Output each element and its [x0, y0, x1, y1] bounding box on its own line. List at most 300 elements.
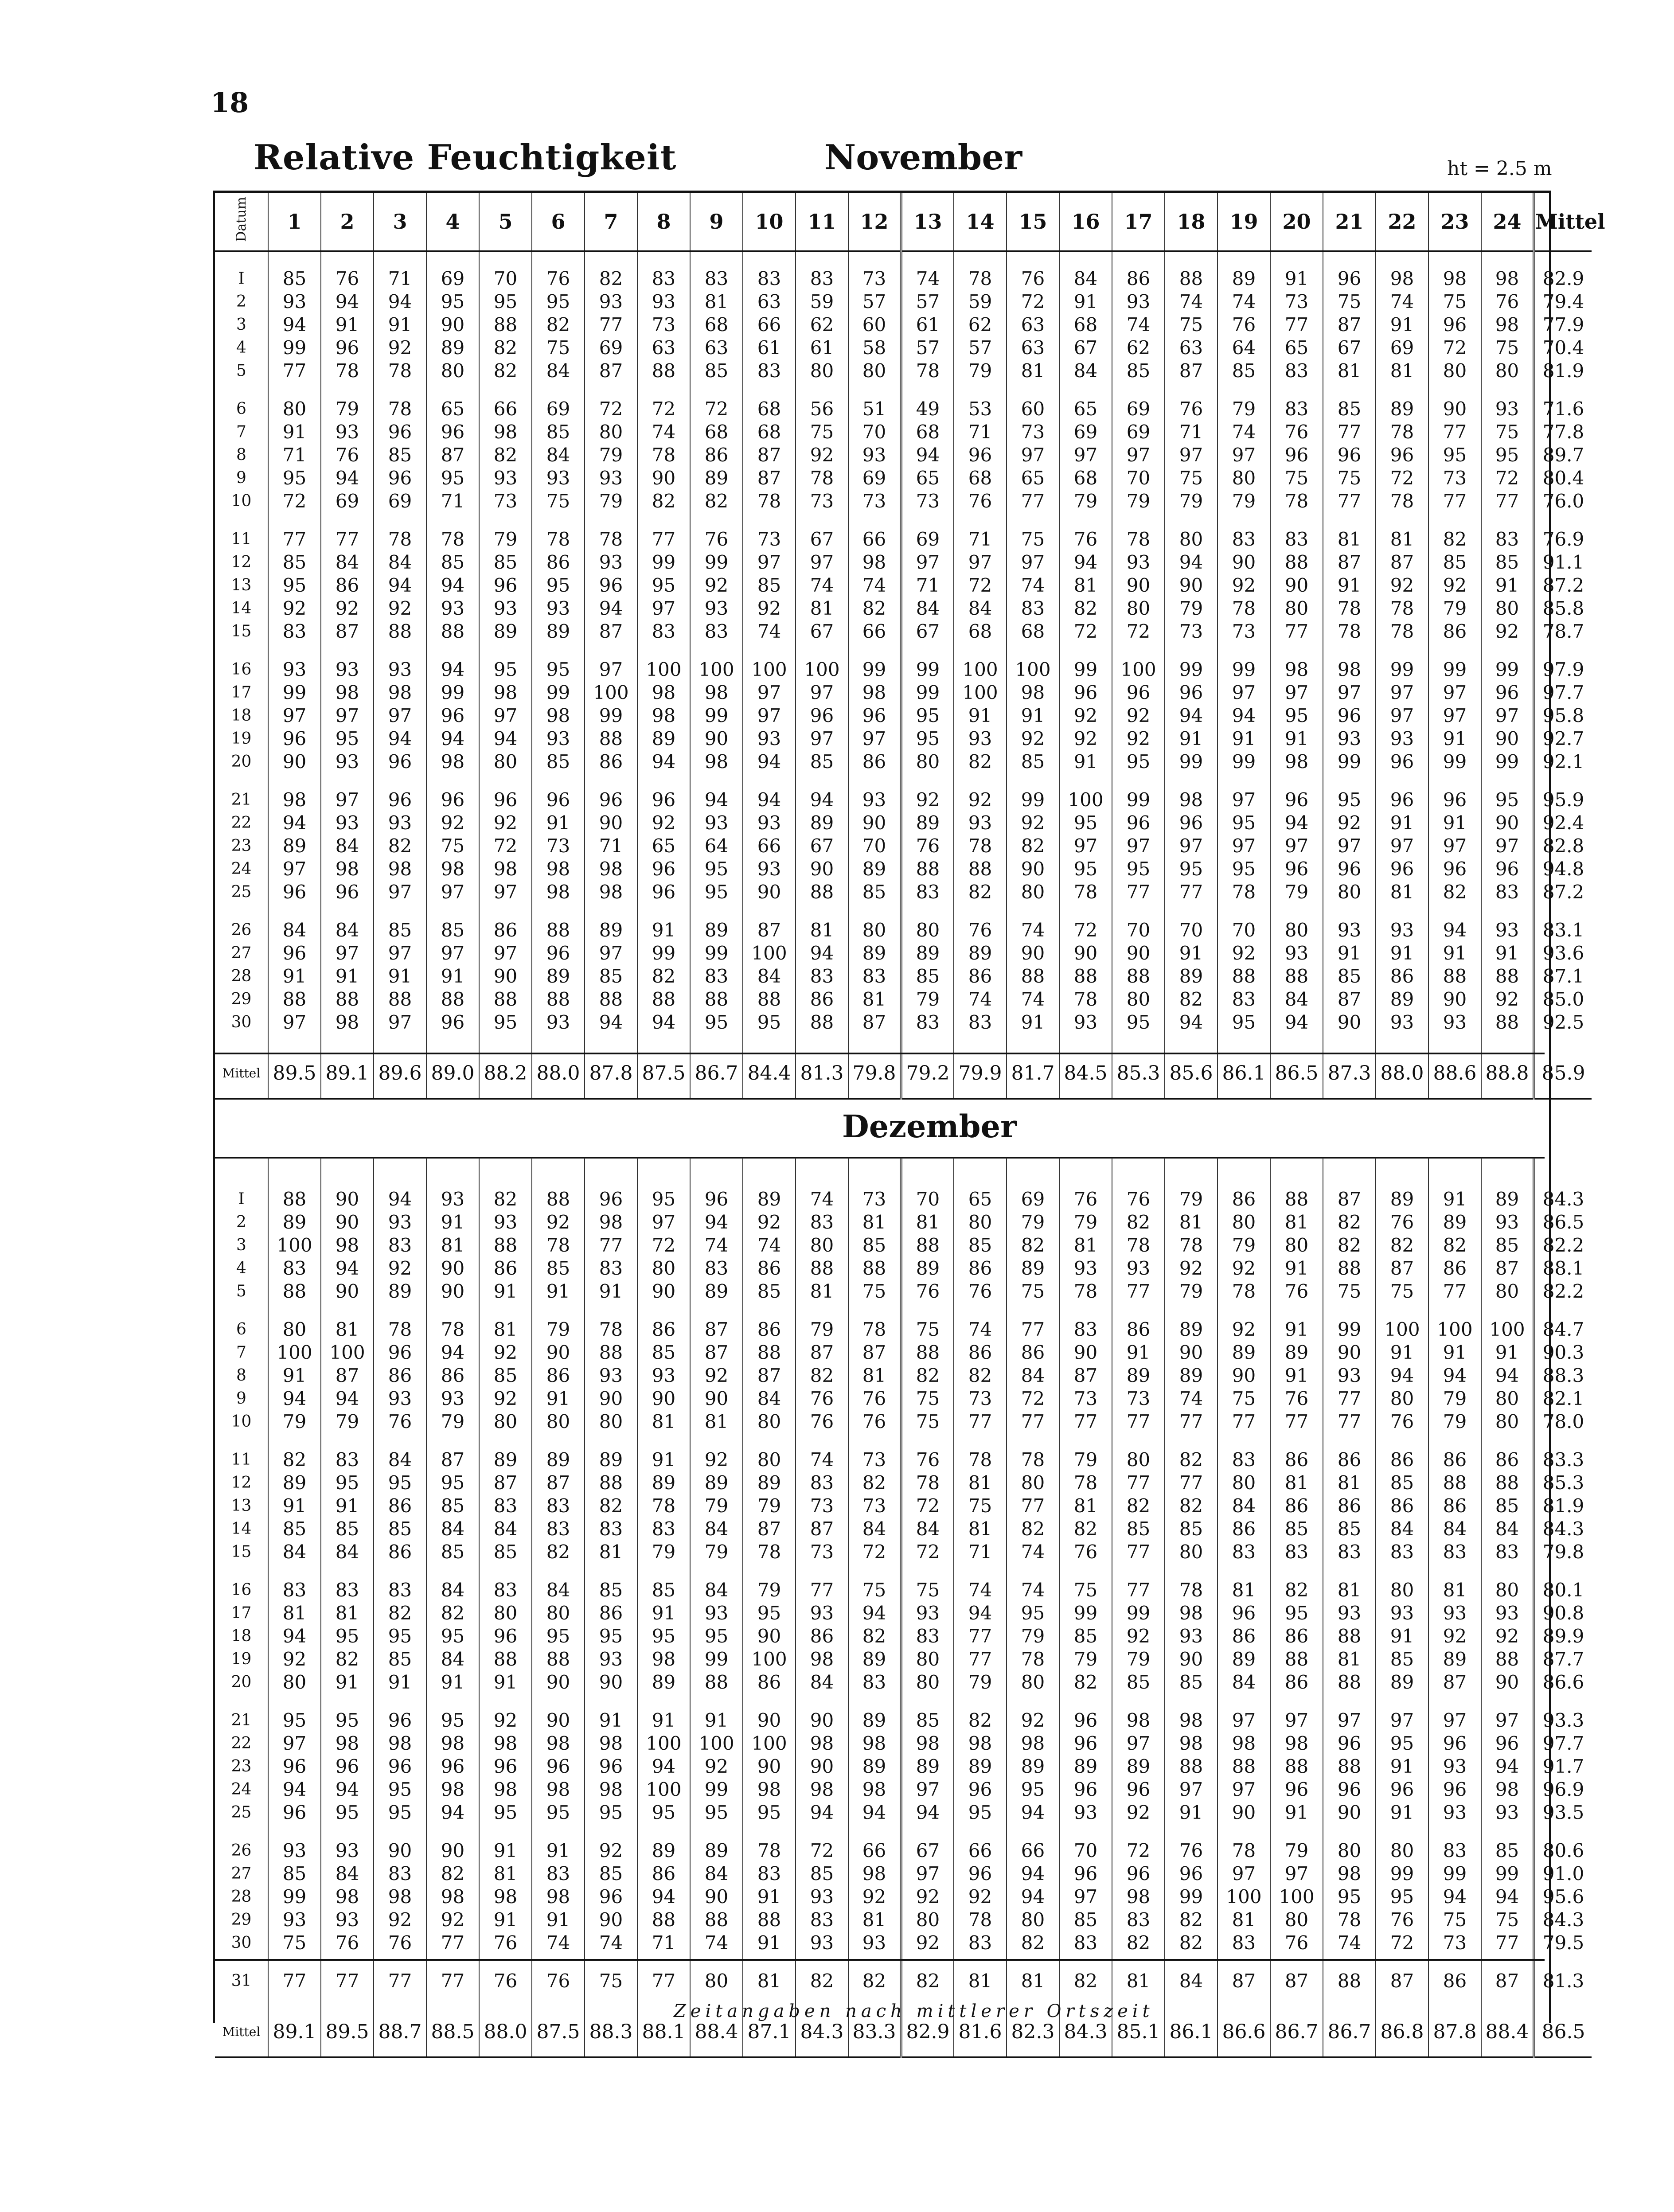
mean-cell: 82.1 — [1534, 1387, 1592, 1410]
value-cell: 73 — [848, 1494, 901, 1518]
spacer-cell — [1534, 1433, 1592, 1448]
spacer-cell — [954, 1034, 1007, 1049]
value-cell: 83 — [637, 620, 690, 643]
value-cell: 69 — [901, 528, 954, 551]
value-cell: 93 — [532, 1011, 585, 1034]
value-cell: 75 — [1323, 1280, 1376, 1303]
value-cell: 93 — [690, 811, 743, 835]
hour-header: 17 — [1112, 193, 1165, 251]
value-cell: 98 — [1165, 1732, 1217, 1755]
spacer-cell — [690, 513, 743, 528]
spacer-cell — [426, 1955, 479, 1970]
value-cell: 96 — [532, 942, 585, 965]
value-cell: 66 — [848, 620, 901, 643]
value-cell: 78 — [374, 528, 426, 551]
value-cell: 84 — [690, 1518, 743, 1541]
value-cell: 57 — [954, 336, 1007, 359]
value-cell: 86 — [1217, 1188, 1270, 1211]
spacer-cell — [1376, 1303, 1428, 1318]
spacer-cell — [796, 773, 848, 788]
value-cell: 84 — [321, 551, 374, 574]
spacer-cell — [1007, 1034, 1059, 1049]
value-cell: 90 — [1270, 574, 1323, 597]
value-cell: 97 — [1428, 704, 1481, 727]
value-cell: 96 — [1112, 681, 1165, 704]
value-cell: 93 — [268, 1839, 321, 1862]
value-cell: 84 — [901, 597, 954, 620]
mean-cell: 91.7 — [1534, 1755, 1592, 1778]
value-cell: 97 — [479, 942, 532, 965]
spacer-cell — [374, 643, 426, 658]
value-cell: 88 — [426, 988, 479, 1011]
value-cell: 86 — [637, 1862, 690, 1885]
value-cell: 75 — [1428, 290, 1481, 313]
value-cell: 92 — [1323, 811, 1376, 835]
spacer-cell — [268, 1158, 321, 1173]
value-cell: 85 — [532, 421, 585, 444]
spacer-cell — [1007, 1564, 1059, 1579]
spacer-cell — [954, 1158, 1007, 1173]
spacer-cell — [796, 904, 848, 919]
table-row — [215, 988, 1592, 1011]
spacer-cell — [1165, 1303, 1217, 1318]
value-cell: 92 — [848, 1885, 901, 1908]
value-cell: 99 — [1165, 658, 1217, 681]
spacer-cell — [848, 1173, 901, 1188]
value-cell: 93 — [1428, 1801, 1481, 1824]
value-cell: 80 — [1481, 359, 1534, 382]
value-cell: 86 — [479, 1257, 532, 1280]
hour-header: 22 — [1376, 193, 1428, 251]
value-cell: 63 — [637, 336, 690, 359]
value-cell: 92 — [1112, 1625, 1165, 1648]
spacer-cell — [1376, 1158, 1428, 1173]
spacer-cell — [743, 251, 796, 267]
value-cell: 98 — [637, 681, 690, 704]
value-cell: 80 — [901, 919, 954, 942]
spacer-cell — [532, 1034, 585, 1049]
spacer-cell — [1534, 1824, 1592, 1839]
value-cell: 89 — [532, 1448, 585, 1471]
value-cell: 100 — [268, 1234, 321, 1257]
spacer-cell — [1270, 1034, 1323, 1049]
mean-cell: 80.6 — [1534, 1839, 1592, 1862]
value-cell: 88 — [426, 620, 479, 643]
value-cell: 96 — [1270, 788, 1323, 811]
spacer-cell — [1007, 773, 1059, 788]
value-cell: 80 — [1481, 1387, 1534, 1410]
value-cell: 90 — [743, 1709, 796, 1732]
value-cell: 81 — [1059, 1234, 1112, 1257]
spacer-cell — [1428, 251, 1481, 267]
spacer-cell — [374, 251, 426, 267]
value-cell: 65 — [954, 1188, 1007, 1211]
table-row — [215, 313, 1592, 336]
value-cell: 78 — [1059, 988, 1112, 1011]
value-cell: 88 — [1323, 1970, 1376, 1993]
value-cell: 86 — [1323, 1494, 1376, 1518]
value-cell: 77 — [321, 1970, 374, 1993]
spacer-cell — [1059, 773, 1112, 788]
value-cell: 75 — [1323, 290, 1376, 313]
value-cell: 91 — [321, 313, 374, 336]
value-cell: 82 — [1112, 1211, 1165, 1234]
value-cell: 84 — [690, 1862, 743, 1885]
spacer-cell — [796, 1955, 848, 1970]
value-cell: 75 — [532, 336, 585, 359]
value-cell: 97 — [1217, 835, 1270, 858]
value-cell: 94 — [426, 1341, 479, 1364]
spacer-cell — [426, 1173, 479, 1188]
hour-header: 8 — [637, 193, 690, 251]
value-cell: 75 — [1007, 528, 1059, 551]
datum-header — [215, 193, 268, 251]
value-cell: 90 — [426, 313, 479, 336]
value-cell: 95 — [321, 727, 374, 750]
value-cell: 91 — [1481, 1341, 1534, 1364]
spacer-cell — [1007, 1173, 1059, 1188]
value-cell: 89 — [1481, 1188, 1534, 1211]
value-cell: 98 — [848, 551, 901, 574]
spacer-cell — [426, 643, 479, 658]
value-cell: 97 — [268, 704, 321, 727]
value-cell: 80 — [1481, 597, 1534, 620]
spacer-cell — [215, 382, 268, 398]
spacer-cell — [954, 1955, 1007, 1970]
value-cell: 78 — [637, 1494, 690, 1518]
value-cell: 98 — [374, 858, 426, 881]
spacer-cell — [1165, 513, 1217, 528]
value-cell: 82 — [1165, 1908, 1217, 1931]
value-cell: 93 — [426, 1387, 479, 1410]
value-cell: 91 — [268, 965, 321, 988]
date-cell: I — [238, 269, 245, 288]
date-cell: 29 — [231, 990, 252, 1008]
value-cell: 98 — [321, 858, 374, 881]
value-cell: 98 — [1481, 313, 1534, 336]
value-cell: 86 — [426, 1364, 479, 1387]
spacer-cell — [848, 773, 901, 788]
value-cell: 85 — [690, 359, 743, 382]
value-cell: 87 — [848, 1341, 901, 1364]
value-cell: 92 — [479, 1709, 532, 1732]
value-cell: 93 — [1428, 1011, 1481, 1034]
spacer-cell — [321, 1993, 374, 2008]
value-cell: 82 — [637, 965, 690, 988]
value-cell: 97 — [374, 704, 426, 727]
mean-cell: 91.0 — [1534, 1862, 1592, 1885]
spacer-cell — [1217, 904, 1270, 919]
value-cell: 99 — [848, 658, 901, 681]
date-cell: 7 — [236, 1343, 246, 1362]
spacer-cell — [743, 643, 796, 658]
spacer-cell — [374, 1303, 426, 1318]
value-cell: 78 — [426, 1318, 479, 1341]
value-cell: 94 — [901, 444, 954, 467]
value-cell: 98 — [1270, 658, 1323, 681]
value-cell: 84 — [426, 1579, 479, 1602]
value-cell: 74 — [743, 620, 796, 643]
value-cell: 63 — [1007, 313, 1059, 336]
value-cell: 95 — [1112, 1011, 1165, 1034]
value-cell: 83 — [585, 1257, 637, 1280]
value-cell: 81 — [585, 1541, 637, 1564]
spacer-cell — [1217, 1303, 1270, 1318]
value-cell: 76 — [690, 528, 743, 551]
date-cell: 30 — [231, 1934, 252, 1952]
hour-header: 4 — [426, 193, 479, 251]
mean-cell: 76.9 — [1534, 528, 1592, 551]
spacer-cell — [1165, 1158, 1217, 1173]
value-cell: 85 — [426, 551, 479, 574]
value-cell: 92 — [743, 597, 796, 620]
spacer-cell — [848, 643, 901, 658]
value-cell: 76 — [1059, 1188, 1112, 1211]
value-cell: 81 — [848, 1364, 901, 1387]
height-note: ht = 2.5 m — [1447, 157, 1552, 180]
date-cell: 11 — [231, 530, 252, 548]
value-cell: 88 — [321, 988, 374, 1011]
value-cell: 90 — [1481, 727, 1534, 750]
value-cell: 87 — [796, 1518, 848, 1541]
value-cell: 96 — [637, 788, 690, 811]
value-cell: 96 — [796, 704, 848, 727]
value-cell: 82 — [426, 1602, 479, 1625]
value-cell: 90 — [690, 727, 743, 750]
value-cell: 77 — [426, 1931, 479, 1955]
table-row — [215, 1280, 1592, 1303]
value-cell: 96 — [1165, 811, 1217, 835]
value-cell: 88 — [848, 1257, 901, 1280]
value-cell: 91 — [1323, 942, 1376, 965]
value-cell: 96 — [1481, 1732, 1534, 1755]
spacer-cell — [1481, 1158, 1534, 1173]
spacer-cell — [1323, 1303, 1376, 1318]
value-cell: 93 — [1323, 919, 1376, 942]
value-cell: 89.5 — [268, 1049, 321, 1099]
spacer-cell — [1323, 251, 1376, 267]
value-cell: 77 — [1112, 1579, 1165, 1602]
value-cell: 86 — [1270, 1448, 1323, 1471]
mean-cell: 87.2 — [1534, 881, 1592, 904]
table-row — [215, 336, 1592, 359]
value-cell: 76 — [901, 835, 954, 858]
value-cell: 93 — [743, 727, 796, 750]
value-cell: 88 — [532, 919, 585, 942]
value-cell: 100 — [743, 1648, 796, 1671]
value-cell: 85 — [743, 1280, 796, 1303]
spacer-cell — [374, 1955, 426, 1970]
value-cell: 96 — [1270, 444, 1323, 467]
value-cell: 96 — [1323, 704, 1376, 727]
value-cell: 80 — [1165, 528, 1217, 551]
value-cell: 91 — [1376, 313, 1428, 336]
value-cell: 100 — [954, 681, 1007, 704]
value-cell: 66 — [479, 398, 532, 421]
value-cell: 93 — [954, 727, 1007, 750]
value-cell: 100 — [796, 658, 848, 681]
value-cell: 83 — [1217, 1448, 1270, 1471]
value-cell: 66 — [848, 528, 901, 551]
value-cell: 93 — [1481, 398, 1534, 421]
mean-cell: 93.3 — [1534, 1709, 1592, 1732]
value-cell: 81 — [796, 597, 848, 620]
value-cell: 63 — [1007, 336, 1059, 359]
value-cell: 99 — [1323, 1318, 1376, 1341]
value-cell: 93 — [1481, 1602, 1534, 1625]
value-cell: 88 — [532, 1648, 585, 1671]
value-cell: 90 — [426, 1839, 479, 1862]
value-cell: 64 — [690, 835, 743, 858]
value-cell: 91 — [532, 811, 585, 835]
value-cell: 72 — [1428, 336, 1481, 359]
value-cell: 73 — [479, 490, 532, 513]
value-cell: 81 — [690, 290, 743, 313]
value-cell: 85 — [1059, 1625, 1112, 1648]
spacer-cell — [215, 773, 268, 788]
spacer-cell — [954, 773, 1007, 788]
value-cell: 90 — [848, 811, 901, 835]
value-cell: 84 — [1376, 1518, 1428, 1541]
spacer-cell — [1270, 1993, 1323, 2008]
value-cell: 90 — [637, 1387, 690, 1410]
value-cell: 88 — [374, 988, 426, 1011]
date-cell: 14 — [231, 599, 252, 617]
value-cell: 95 — [690, 1801, 743, 1824]
spacer-cell — [1007, 904, 1059, 919]
spacer-cell — [1376, 513, 1428, 528]
spacer-cell — [268, 904, 321, 919]
value-cell: 87 — [743, 919, 796, 942]
date-cell: 2 — [236, 293, 246, 311]
spacer-cell — [426, 904, 479, 919]
value-cell: 83 — [954, 1931, 1007, 1955]
value-cell: 97 — [637, 1211, 690, 1234]
spacer-cell — [954, 1824, 1007, 1839]
value-cell: 81 — [426, 1234, 479, 1257]
spacer-cell — [743, 1158, 796, 1173]
value-cell: 88 — [1428, 1471, 1481, 1494]
value-cell: 86 — [479, 919, 532, 942]
value-cell: 80 — [796, 359, 848, 382]
value-cell: 85 — [374, 1648, 426, 1671]
value-cell: 81 — [1323, 528, 1376, 551]
value-cell: 95 — [1007, 1778, 1059, 1801]
value-cell: 92 — [1428, 574, 1481, 597]
value-cell: 62 — [954, 313, 1007, 336]
value-cell: 96 — [585, 788, 637, 811]
value-cell: 95 — [954, 1801, 1007, 1824]
value-cell: 88 — [1323, 1755, 1376, 1778]
value-cell: 92 — [901, 788, 954, 811]
value-cell: 80 — [1376, 1839, 1428, 1862]
header-row — [215, 193, 1592, 251]
mean-cell: 87.1 — [1534, 965, 1592, 988]
spacer-cell — [796, 1173, 848, 1188]
value-cell: 89 — [1007, 1755, 1059, 1778]
value-cell: 80 — [848, 919, 901, 942]
value-cell: 89 — [1376, 398, 1428, 421]
value-cell: 97 — [796, 551, 848, 574]
value-cell: 90 — [532, 1671, 585, 1694]
value-cell: 91 — [1059, 750, 1112, 773]
value-cell: 91 — [1217, 727, 1270, 750]
value-cell: 89 — [585, 919, 637, 942]
value-cell: 96 — [1217, 1602, 1270, 1625]
value-cell: 97 — [1059, 1885, 1112, 1908]
value-cell: 84.5 — [1059, 1049, 1112, 1099]
value-cell: 89 — [690, 1280, 743, 1303]
value-cell: 85 — [743, 574, 796, 597]
value-cell: 91 — [479, 1839, 532, 1862]
spacer-cell — [901, 513, 954, 528]
value-cell: 96 — [1376, 1778, 1428, 1801]
value-cell: 90 — [637, 467, 690, 490]
table-row — [215, 1471, 1592, 1494]
value-cell: 98 — [585, 881, 637, 904]
spacer-cell — [743, 773, 796, 788]
spacer-cell — [426, 251, 479, 267]
value-cell: 96 — [426, 1755, 479, 1778]
spacer-cell — [215, 1158, 268, 1173]
value-cell: 94 — [585, 597, 637, 620]
value-cell: 87.8 — [1428, 2008, 1481, 2057]
value-cell: 85 — [532, 750, 585, 773]
value-cell: 82 — [1376, 1234, 1428, 1257]
value-cell: 97 — [1428, 1709, 1481, 1732]
value-cell: 56 — [796, 398, 848, 421]
value-cell: 92 — [1112, 1801, 1165, 1824]
value-cell: 82 — [1112, 1931, 1165, 1955]
value-cell: 91 — [743, 1885, 796, 1908]
value-cell: 91 — [1323, 574, 1376, 597]
value-cell: 73 — [954, 1387, 1007, 1410]
mean-cell: 96.9 — [1534, 1778, 1592, 1801]
value-cell: 74 — [954, 988, 1007, 1011]
value-cell: 82 — [901, 1970, 954, 1993]
mean-cell: 90.3 — [1534, 1341, 1592, 1364]
spacer-cell — [901, 382, 954, 398]
value-cell: 83 — [796, 267, 848, 290]
value-cell: 93 — [479, 1211, 532, 1234]
value-cell: 96 — [426, 1011, 479, 1034]
value-cell: 77 — [796, 1579, 848, 1602]
value-cell: 79 — [532, 1318, 585, 1341]
value-cell: 99 — [690, 942, 743, 965]
spacer-cell — [1270, 251, 1323, 267]
spacer-cell — [479, 1993, 532, 2008]
spacer-cell — [1323, 1158, 1376, 1173]
value-cell: 96 — [1323, 858, 1376, 881]
value-cell: 92 — [1217, 574, 1270, 597]
value-cell: 94 — [1270, 1011, 1323, 1034]
value-cell: 96 — [1112, 1778, 1165, 1801]
value-cell: 97 — [585, 658, 637, 681]
value-cell: 91 — [268, 421, 321, 444]
date-cell: 22 — [231, 814, 252, 832]
table-row — [215, 597, 1592, 620]
value-cell: 88 — [374, 620, 426, 643]
table-row — [215, 1541, 1592, 1564]
value-cell: 97 — [1112, 1732, 1165, 1755]
spacer-cell — [796, 382, 848, 398]
value-cell: 91 — [374, 1671, 426, 1694]
value-cell: 95 — [690, 881, 743, 904]
value-cell: 81 — [848, 988, 901, 1011]
value-cell: 88 — [1112, 965, 1165, 988]
value-cell: 91 — [532, 1908, 585, 1931]
value-cell: 80 — [1323, 1839, 1376, 1862]
